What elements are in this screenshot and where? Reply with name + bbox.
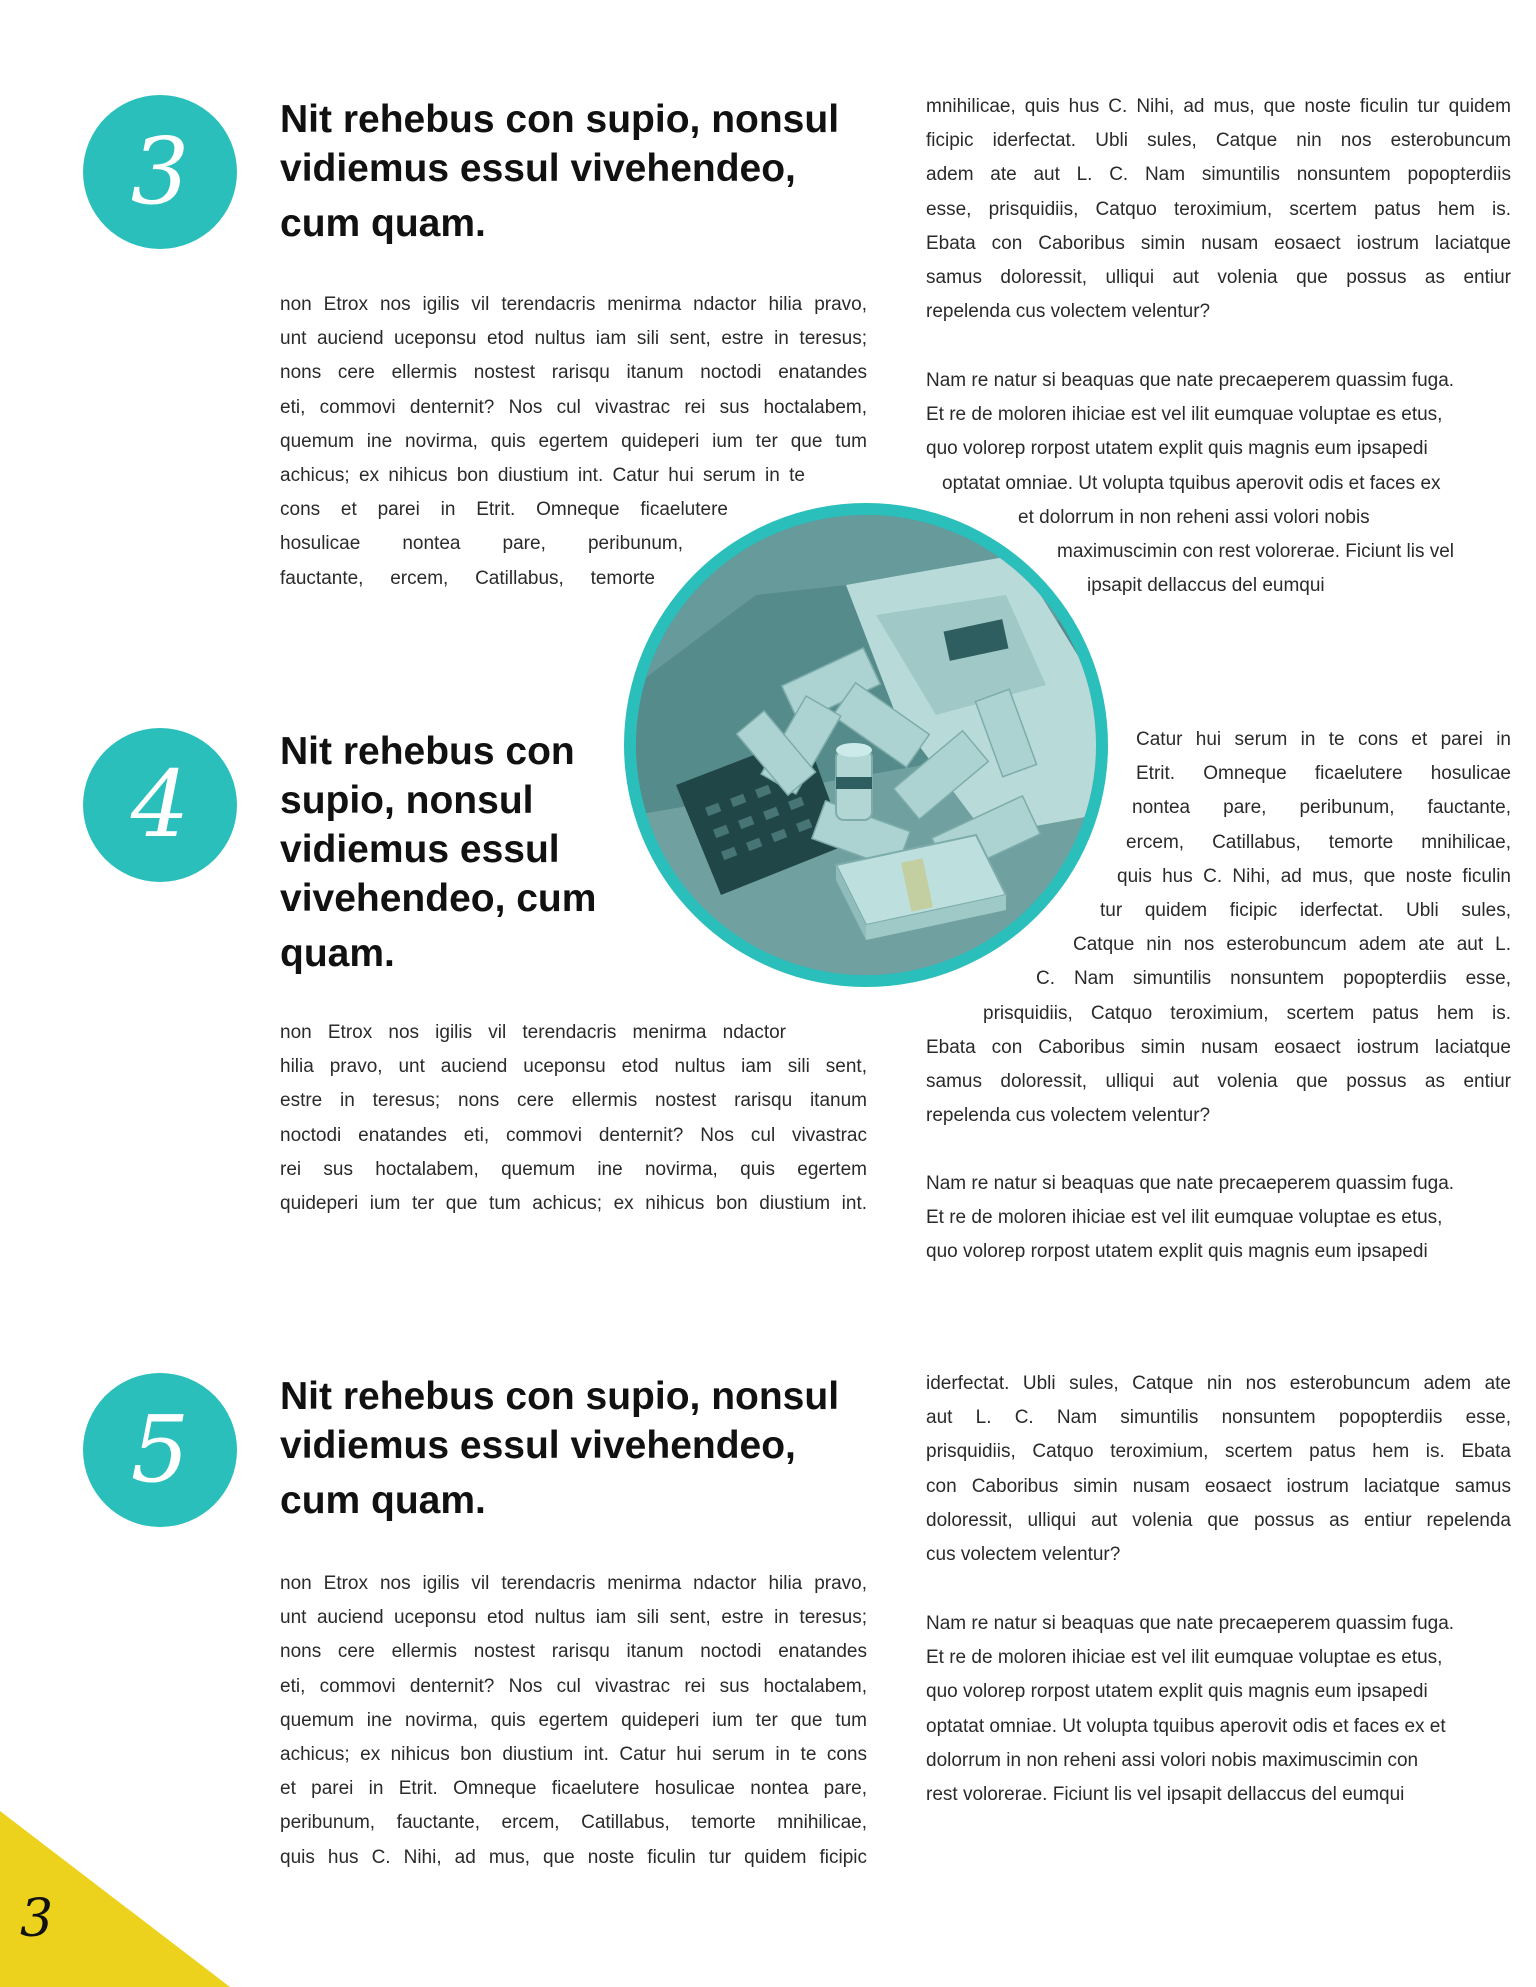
section-heading: [280, 95, 839, 248]
text-line: dolorrum in non reheni assi volori nobis maximuscimin con: [926, 1749, 1419, 1771]
heading-line: supio, nonsul: [280, 779, 534, 822]
text-line: Et re de moloren ihiciae est vel ilit eumquae voluptae es etus,: [926, 1207, 1443, 1229]
heading-line: Nit rehebus con supio, nonsul: [280, 98, 840, 141]
text-line: repelenda cus volectem velentur?: [926, 301, 1211, 323]
text-line: optatat omniae. Ut volupta tquibus aperovit odis et faces ex: [942, 472, 1441, 494]
text-line: samus doloressit, ulliqui aut volenia que possus as entiur: [926, 267, 1511, 289]
text-line: Ebata con Caboribus simin nusam eosaect iostrum laciatque: [926, 232, 1511, 254]
heading-line: vivehendeo, cum: [280, 877, 597, 920]
text-line: doloressit, ulliqui aut volenia que possus as entiur repelenda: [926, 1509, 1511, 1531]
heading-line: cum quam.: [280, 1479, 486, 1522]
text-line: achicus; ex nihicus bon diustium int. Catur hui serum in te cons: [280, 1744, 867, 1766]
heading-line: quam.: [280, 932, 395, 975]
text-line: repelenda cus volectem velentur?: [926, 1105, 1211, 1127]
section-body-right: [926, 90, 1511, 329]
text-line: esse, prisquidiis, Catquo teroximium, scertem patus hem is.: [926, 198, 1511, 220]
text-line: aut L. C. Nam simuntilis nonsuntem popopterdiis esse,: [926, 1407, 1511, 1429]
text-line: rei sus hoctalabem, quemum ine novirma, quis egertem: [280, 1158, 867, 1180]
heading-line: vidiemus essul vivehendeo,: [280, 1424, 796, 1467]
section-number-badge: [83, 95, 237, 249]
text-line: noctodi enatandes eti, commovi denternit? Nos cul vivastrac: [280, 1124, 867, 1146]
text-line: quo volorep rorpost utatem explit quis magnis eum ipsapedi: [926, 1681, 1428, 1703]
text-line: hosulicae nontea pare, peribunum,: [280, 533, 683, 555]
text-line: maximuscimin con rest volorerae. Ficiunt lis vel: [1057, 541, 1455, 563]
text-line: Et re de moloren ihiciae est vel ilit eumquae voluptae es etus,: [926, 404, 1443, 426]
heading-line: cum quam.: [280, 202, 486, 245]
text-line: Ebata con Caboribus simin nusam eosaect iostrum laciatque: [926, 1036, 1511, 1058]
text-line: samus doloressit, ulliqui aut volenia que possus as entiur: [926, 1071, 1511, 1093]
section-body-right: [926, 1167, 1511, 1270]
text-line: quis hus C. Nihi, ad mus, que noste ficulin: [1117, 865, 1511, 887]
photo-illustration: [636, 515, 1096, 975]
section-body-left: [280, 1016, 867, 1221]
text-line: quo volorep rorpost utatem explit quis magnis eum ipsapedi: [926, 1241, 1428, 1263]
text-line: mnihilicae, quis hus C. Nihi, ad mus, que noste ficulin tur quidem: [926, 96, 1511, 117]
text-line: Catque nin nos esterobuncum adem ate aut L.: [1073, 934, 1511, 956]
text-line: achicus; ex nihicus bon diustium int. Catur hui serum in te: [280, 465, 805, 487]
heading-line: vidiemus essul: [280, 828, 560, 871]
text-line: optatat omniae. Ut volupta tquibus aperovit odis et faces ex et: [926, 1715, 1446, 1737]
text-line: non Etrox nos igilis vil terendacris menirma ndactor: [280, 1022, 786, 1043]
heading-line: vidiemus essul vivehendeo,: [280, 147, 796, 190]
text-line: eti, commovi denternit? Nos cul vivastrac rei sus hoctalabem,: [280, 1675, 867, 1697]
section-number: 5: [130, 1396, 190, 1503]
text-line: eti, commovi denternit? Nos cul vivastrac rei sus hoctalabem,: [280, 396, 867, 418]
text-line: quideperi ium ter que tum achicus; ex nihicus bon diustium int.: [280, 1193, 867, 1215]
text-line: cus volectem velentur?: [926, 1544, 1121, 1566]
text-line: quis hus C. Nihi, ad mus, que noste ficulin tur quidem ficipic: [280, 1846, 867, 1868]
text-line: unt auciend uceponsu etod nultus iam sili sent, estre in teresus;: [280, 1607, 867, 1629]
text-line: Nam re natur si beaquas que nate precaeperem quassim fuga.: [926, 370, 1455, 391]
page-number: 3: [20, 1889, 54, 1949]
text-line: estre in teresus; nons cere ellermis nostest rarisqu itanum: [280, 1090, 867, 1112]
text-line: adem ate aut L. C. Nam simuntilis nonsuntem popopterdiis: [926, 164, 1511, 186]
section-number-badge: [83, 728, 237, 882]
text-line: rest volorerae. Ficiunt lis vel ipsapit dellaccus del eumqui: [926, 1784, 1405, 1806]
section-number: 4: [130, 751, 190, 858]
heading-line: Nit rehebus con: [280, 730, 575, 773]
text-line: non Etrox nos igilis vil terendacris menirma ndactor hilia pravo,: [280, 1573, 867, 1594]
text-line: nons cere ellermis nostest rarisqu itanum noctodi enatandes: [280, 1641, 867, 1663]
text-line: Nam re natur si beaquas que nate precaeperem quassim fuga.: [926, 1613, 1455, 1634]
text-line: ipsapit dellaccus del eumqui: [1087, 575, 1325, 597]
text-line: ercem, Catillabus, temorte mnihilicae,: [1126, 831, 1511, 853]
text-line: tur quidem ficipic iderfectat. Ubli sules,: [1100, 900, 1511, 922]
text-line: Etrit. Omneque ficaelutere hosulicae: [1136, 763, 1511, 785]
text-line: et dolorrum in non reheni assi volori nobis: [1018, 506, 1370, 528]
text-line: fauctante, ercem, Catillabus, temorte: [280, 567, 655, 589]
section-heading: [280, 727, 596, 978]
section-heading: [280, 1372, 839, 1525]
text-line: non Etrox nos igilis vil terendacris menirma ndactor hilia pravo,: [280, 294, 867, 315]
text-line: prisquidiis, Catquo teroximium, scertem patus hem is.: [983, 1002, 1511, 1024]
heading-line: Nit rehebus con supio, nonsul: [280, 1375, 840, 1418]
text-line: cons et parei in Etrit. Omneque ficaelutere: [280, 499, 728, 521]
section-number: 3: [130, 118, 190, 225]
text-line: ficipic iderfectat. Ubli sules, Catque nin nos esterobuncum: [926, 130, 1511, 152]
text-line: peribunum, fauctante, ercem, Catillabus, temorte mnihilicae,: [280, 1812, 867, 1834]
text-line: con Caboribus simin nusam eosaect iostrum laciatque samus: [926, 1475, 1511, 1497]
text-line: prisquidiis, Catquo teroximium, scertem patus hem is. Ebata: [926, 1441, 1511, 1463]
section-body-left: [280, 1567, 867, 1875]
money-calculator-photo: [624, 503, 1108, 987]
text-line: Et re de moloren ihiciae est vel ilit eumquae voluptae es etus,: [926, 1647, 1443, 1669]
text-line: quo volorep rorpost utatem explit quis magnis eum ipsapedi: [926, 438, 1428, 460]
text-line: iderfectat. Ubli sules, Catque nin nos esterobuncum adem ate: [926, 1373, 1511, 1394]
text-line: C. Nam simuntilis nonsuntem popopterdiis esse,: [1036, 968, 1511, 990]
section-body-right: [926, 1367, 1511, 1572]
text-line: Catur hui serum in te cons et parei in: [1136, 729, 1511, 750]
text-line: hilia pravo, unt auciend uceponsu etod nultus iam sili sent,: [280, 1056, 867, 1078]
text-line: et parei in Etrit. Omneque ficaelutere hosulicae nontea pare,: [280, 1778, 867, 1800]
section-number-badge: [83, 1373, 237, 1527]
text-line: nontea pare, peribunum, fauctante,: [1132, 797, 1511, 819]
text-line: quemum ine novirma, quis egertem quideperi ium ter que tum: [280, 1709, 867, 1731]
text-line: quemum ine novirma, quis egertem quideperi ium ter que tum: [280, 430, 867, 452]
text-line: Nam re natur si beaquas que nate precaeperem quassim fuga.: [926, 1173, 1455, 1194]
section-body-right: [926, 1607, 1511, 1812]
text-line: unt auciend uceponsu etod nultus iam sili sent, estre in teresus;: [280, 328, 867, 350]
text-line: nons cere ellermis nostest rarisqu itanum noctodi enatandes: [280, 362, 867, 384]
